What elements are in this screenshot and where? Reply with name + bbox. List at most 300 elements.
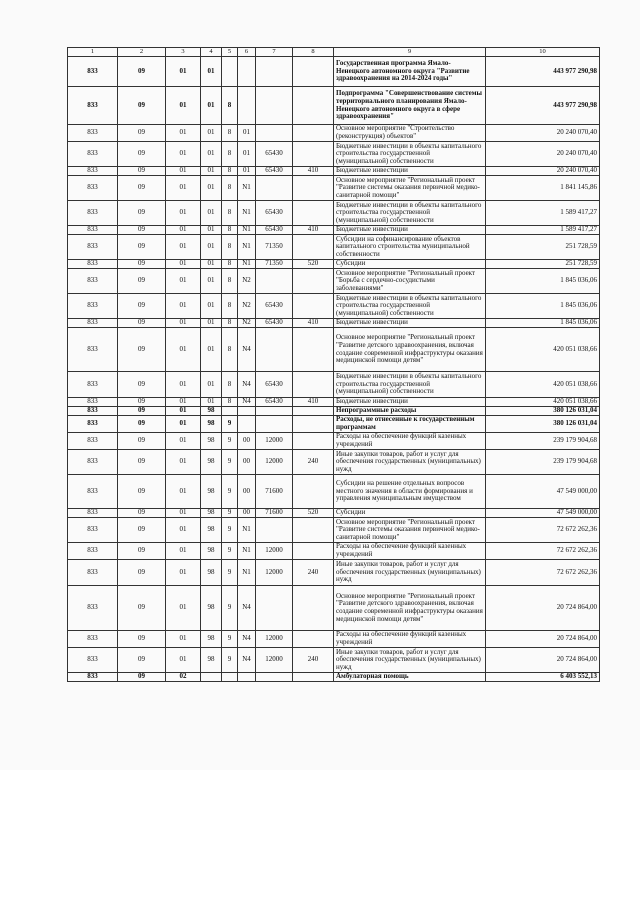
ministry-code-cell: 833 — [68, 398, 118, 407]
section-code-cell: 09 — [118, 235, 166, 260]
subsection-code-cell: 01 — [166, 260, 201, 269]
subsection-code-cell: 01 — [166, 433, 201, 450]
expense-type-code-cell — [293, 586, 334, 631]
program-code-cell: 01 — [201, 167, 222, 176]
description-cell: Бюджетные инвестиции в объекты капитального строительства государственной (муниципальной) собственности — [334, 142, 486, 167]
ministry-code-cell: 833 — [68, 269, 118, 294]
amount-cell: 20 240 070,40 — [486, 125, 600, 142]
subprogram-code-cell: 8 — [222, 87, 238, 125]
ministry-code-cell: 833 — [68, 87, 118, 125]
section-code-cell: 09 — [118, 201, 166, 226]
section-code-cell: 09 — [118, 398, 166, 407]
table-row — [68, 648, 600, 673]
ministry-code-cell: 833 — [68, 560, 118, 586]
direction-code-cell: 12000 — [256, 433, 293, 450]
direction-code-cell: 65430 — [256, 372, 293, 398]
table-row — [68, 407, 600, 416]
column-number: 10 — [486, 48, 600, 57]
direction-code-cell: 65430 — [256, 142, 293, 167]
description-cell: Основное мероприятие "Региональный проект "Развитие детского здравоохранения, включая создание современной инфраструктуры оказания медицинской помощи детям" — [334, 328, 486, 372]
subsection-code-cell: 01 — [166, 167, 201, 176]
amount-cell: 239 179 904,68 — [486, 433, 600, 450]
activity-code-cell — [238, 57, 256, 87]
section-code-cell: 09 — [118, 673, 166, 682]
activity-code-cell: N2 — [238, 269, 256, 294]
section-code-cell: 09 — [118, 475, 166, 509]
program-code-cell: 98 — [201, 433, 222, 450]
table-row — [68, 167, 600, 176]
ministry-code-cell: 833 — [68, 125, 118, 142]
ministry-code-cell: 833 — [68, 673, 118, 682]
table-row — [68, 475, 600, 509]
description-cell: Субсидии — [334, 260, 486, 269]
direction-code-cell — [256, 269, 293, 294]
program-code-cell: 01 — [201, 328, 222, 372]
section-code-cell: 09 — [118, 560, 166, 586]
program-code-cell: 01 — [201, 235, 222, 260]
expense-type-code-cell — [293, 328, 334, 372]
direction-code-cell — [256, 518, 293, 543]
description-cell: Непрограммные расходы — [334, 407, 486, 416]
subsection-code-cell: 01 — [166, 509, 201, 518]
table-row — [68, 631, 600, 648]
activity-code-cell: N1 — [238, 560, 256, 586]
subprogram-code-cell: 9 — [222, 586, 238, 631]
subsection-code-cell: 01 — [166, 416, 201, 433]
ministry-code-cell: 833 — [68, 518, 118, 543]
amount-cell: 420 051 038,66 — [486, 398, 600, 407]
description-cell: Субсидии на решение отдельных вопросов местного значения в области формирования и управления муниципальным имуществом — [334, 475, 486, 509]
amount-cell: 420 051 038,66 — [486, 328, 600, 372]
table-row — [68, 586, 600, 631]
subsection-code-cell: 01 — [166, 560, 201, 586]
ministry-code-cell: 833 — [68, 260, 118, 269]
description-cell: Иные закупки товаров, работ и услуг для обеспечения государственных (муниципальных) нужд — [334, 560, 486, 586]
ministry-code-cell: 833 — [68, 648, 118, 673]
section-code-cell: 09 — [118, 372, 166, 398]
subprogram-code-cell: 8 — [222, 176, 238, 201]
subsection-code-cell: 01 — [166, 450, 201, 475]
program-code-cell: 01 — [201, 269, 222, 294]
program-code-cell: 98 — [201, 543, 222, 560]
activity-code-cell: N4 — [238, 398, 256, 407]
description-cell: Основное мероприятие "Строительство (реконструкция) объектов" — [334, 125, 486, 142]
section-code-cell: 09 — [118, 125, 166, 142]
expense-type-code-cell — [293, 372, 334, 398]
subprogram-code-cell: 9 — [222, 518, 238, 543]
subprogram-code-cell: 9 — [222, 475, 238, 509]
subprogram-code-cell: 8 — [222, 372, 238, 398]
expense-type-code-cell — [293, 269, 334, 294]
amount-cell: 420 051 038,66 — [486, 372, 600, 398]
activity-code-cell: N1 — [238, 226, 256, 235]
expense-type-code-cell — [293, 87, 334, 125]
subsection-code-cell: 01 — [166, 87, 201, 125]
column-number: 9 — [334, 48, 486, 57]
activity-code-cell: 00 — [238, 509, 256, 518]
program-code-cell: 98 — [201, 416, 222, 433]
direction-code-cell — [256, 416, 293, 433]
ministry-code-cell: 833 — [68, 407, 118, 416]
section-code-cell: 09 — [118, 142, 166, 167]
expense-type-code-cell — [293, 631, 334, 648]
amount-cell: 20 240 070,40 — [486, 167, 600, 176]
section-code-cell: 09 — [118, 631, 166, 648]
ministry-code-cell: 833 — [68, 235, 118, 260]
ministry-code-cell: 833 — [68, 57, 118, 87]
activity-code-cell — [238, 407, 256, 416]
activity-code-cell: 01 — [238, 125, 256, 142]
program-code-cell: 98 — [201, 509, 222, 518]
table-row — [68, 176, 600, 201]
column-number: 6 — [238, 48, 256, 57]
column-number: 4 — [201, 48, 222, 57]
budget-table — [67, 47, 600, 682]
direction-code-cell: 65430 — [256, 226, 293, 235]
subsection-code-cell: 01 — [166, 226, 201, 235]
program-code-cell: 01 — [201, 319, 222, 328]
column-number: 8 — [293, 48, 334, 57]
subsection-code-cell: 02 — [166, 673, 201, 682]
activity-code-cell: N1 — [238, 201, 256, 226]
section-code-cell: 09 — [118, 407, 166, 416]
amount-cell: 72 672 262,36 — [486, 560, 600, 586]
page-bottom-margin — [0, 770, 640, 905]
ministry-code-cell: 833 — [68, 294, 118, 319]
program-code-cell: 01 — [201, 372, 222, 398]
subsection-code-cell: 01 — [166, 518, 201, 543]
amount-cell: 443 977 290,98 — [486, 57, 600, 87]
subsection-code-cell: 01 — [166, 269, 201, 294]
column-number: 7 — [256, 48, 293, 57]
subprogram-code-cell: 9 — [222, 450, 238, 475]
expense-type-code-cell — [293, 142, 334, 167]
subprogram-code-cell: 9 — [222, 560, 238, 586]
subprogram-code-cell: 8 — [222, 201, 238, 226]
table-row — [68, 328, 600, 372]
amount-cell: 20 724 864,00 — [486, 648, 600, 673]
program-code-cell: 01 — [201, 294, 222, 319]
program-code-cell: 01 — [201, 87, 222, 125]
direction-code-cell: 12000 — [256, 450, 293, 475]
section-code-cell: 09 — [118, 509, 166, 518]
section-code-cell: 09 — [118, 260, 166, 269]
activity-code-cell: 01 — [238, 142, 256, 167]
expense-type-code-cell: 410 — [293, 226, 334, 235]
section-code-cell: 09 — [118, 518, 166, 543]
subprogram-code-cell: 8 — [222, 269, 238, 294]
expense-type-code-cell — [293, 518, 334, 543]
subprogram-code-cell: 9 — [222, 416, 238, 433]
program-code-cell: 98 — [201, 450, 222, 475]
section-code-cell: 09 — [118, 319, 166, 328]
subprogram-code-cell: 8 — [222, 142, 238, 167]
program-code-cell: 01 — [201, 398, 222, 407]
description-cell: Расходы, не отнесенные к государственным программам — [334, 416, 486, 433]
subprogram-code-cell: 9 — [222, 631, 238, 648]
subprogram-code-cell: 9 — [222, 543, 238, 560]
program-code-cell: 98 — [201, 475, 222, 509]
subsection-code-cell: 01 — [166, 319, 201, 328]
program-code-cell: 01 — [201, 201, 222, 226]
column-number-row — [68, 48, 600, 57]
expense-type-code-cell: 240 — [293, 648, 334, 673]
subprogram-code-cell: 8 — [222, 167, 238, 176]
activity-code-cell — [238, 673, 256, 682]
activity-code-cell: N1 — [238, 518, 256, 543]
direction-code-cell — [256, 125, 293, 142]
amount-cell: 1 845 036,06 — [486, 319, 600, 328]
program-code-cell: 98 — [201, 586, 222, 631]
subsection-code-cell: 01 — [166, 648, 201, 673]
activity-code-cell: N2 — [238, 319, 256, 328]
description-cell: Расходы на обеспечение функций казенных учреждений — [334, 433, 486, 450]
activity-code-cell: 00 — [238, 475, 256, 509]
direction-code-cell: 65430 — [256, 294, 293, 319]
amount-cell: 6 403 552,13 — [486, 673, 600, 682]
activity-code-cell — [238, 87, 256, 125]
subprogram-code-cell: 8 — [222, 125, 238, 142]
direction-code-cell: 71350 — [256, 260, 293, 269]
section-code-cell: 09 — [118, 648, 166, 673]
description-cell: Субсидии — [334, 509, 486, 518]
direction-code-cell: 12000 — [256, 543, 293, 560]
direction-code-cell: 65430 — [256, 167, 293, 176]
activity-code-cell: N1 — [238, 235, 256, 260]
section-code-cell: 09 — [118, 586, 166, 631]
description-cell: Бюджетные инвестиции — [334, 398, 486, 407]
description-cell: Бюджетные инвестиции в объекты капитального строительства государственной (муниципальной) собственности — [334, 294, 486, 319]
expense-type-code-cell: 410 — [293, 398, 334, 407]
expense-type-code-cell: 520 — [293, 509, 334, 518]
description-cell: Субсидии на софинансирование объектов капитального строительства муниципальной собственности — [334, 235, 486, 260]
description-cell: Основное мероприятие "Региональный проект "Борьба с сердечно-сосудистыми заболеваниями" — [334, 269, 486, 294]
subprogram-code-cell: 8 — [222, 398, 238, 407]
subsection-code-cell: 01 — [166, 176, 201, 201]
direction-code-cell — [256, 673, 293, 682]
expense-type-code-cell — [293, 673, 334, 682]
direction-code-cell — [256, 328, 293, 372]
ministry-code-cell: 833 — [68, 450, 118, 475]
expense-type-code-cell — [293, 433, 334, 450]
subprogram-code-cell: 8 — [222, 294, 238, 319]
expense-type-code-cell — [293, 125, 334, 142]
description-cell: Расходы на обеспечение функций казенных учреждений — [334, 543, 486, 560]
direction-code-cell: 65430 — [256, 398, 293, 407]
amount-cell: 72 672 262,36 — [486, 543, 600, 560]
amount-cell: 1 589 417,27 — [486, 226, 600, 235]
expense-type-code-cell: 240 — [293, 450, 334, 475]
subprogram-code-cell — [222, 57, 238, 87]
ministry-code-cell: 833 — [68, 201, 118, 226]
section-code-cell: 09 — [118, 416, 166, 433]
table-row — [68, 260, 600, 269]
description-cell: Бюджетные инвестиции — [334, 319, 486, 328]
subsection-code-cell: 01 — [166, 142, 201, 167]
amount-cell: 251 728,59 — [486, 260, 600, 269]
section-code-cell: 09 — [118, 57, 166, 87]
direction-code-cell — [256, 586, 293, 631]
expense-type-code-cell — [293, 294, 334, 319]
program-code-cell: 01 — [201, 226, 222, 235]
expense-type-code-cell — [293, 235, 334, 260]
ministry-code-cell: 833 — [68, 586, 118, 631]
amount-cell: 20 724 864,00 — [486, 586, 600, 631]
activity-code-cell: N4 — [238, 372, 256, 398]
subsection-code-cell: 01 — [166, 631, 201, 648]
column-number: 5 — [222, 48, 238, 57]
subprogram-code-cell: 9 — [222, 433, 238, 450]
ministry-code-cell: 833 — [68, 416, 118, 433]
direction-code-cell: 71600 — [256, 475, 293, 509]
amount-cell: 1 589 417,27 — [486, 201, 600, 226]
description-cell: Бюджетные инвестиции в объекты капитального строительства государственной (муниципальной) собственности — [334, 201, 486, 226]
ministry-code-cell: 833 — [68, 509, 118, 518]
description-cell: Основное мероприятие "Региональный проект "Развитие детского здравоохранения, включая создание современной инфраструктуры оказания медицинской помощи детям" — [334, 586, 486, 631]
subsection-code-cell: 01 — [166, 475, 201, 509]
program-code-cell: 98 — [201, 631, 222, 648]
program-code-cell: 01 — [201, 57, 222, 87]
ministry-code-cell: 833 — [68, 328, 118, 372]
section-code-cell: 09 — [118, 433, 166, 450]
table-row — [68, 57, 600, 87]
direction-code-cell: 12000 — [256, 631, 293, 648]
table-row — [68, 372, 600, 398]
section-code-cell: 09 — [118, 543, 166, 560]
section-code-cell: 09 — [118, 87, 166, 125]
section-code-cell: 09 — [118, 269, 166, 294]
activity-code-cell: 00 — [238, 433, 256, 450]
subprogram-code-cell: 9 — [222, 509, 238, 518]
activity-code-cell: N4 — [238, 631, 256, 648]
amount-cell: 20 724 864,00 — [486, 631, 600, 648]
program-code-cell: 01 — [201, 260, 222, 269]
subprogram-code-cell: 8 — [222, 226, 238, 235]
direction-code-cell: 65430 — [256, 319, 293, 328]
description-cell: Бюджетные инвестиции — [334, 226, 486, 235]
expense-type-code-cell — [293, 407, 334, 416]
direction-code-cell: 65430 — [256, 201, 293, 226]
expense-type-code-cell — [293, 543, 334, 560]
direction-code-cell — [256, 87, 293, 125]
subprogram-code-cell: 8 — [222, 328, 238, 372]
subsection-code-cell: 01 — [166, 201, 201, 226]
table-row — [68, 269, 600, 294]
table-row — [68, 294, 600, 319]
subsection-code-cell: 01 — [166, 328, 201, 372]
ministry-code-cell: 833 — [68, 543, 118, 560]
expense-type-code-cell — [293, 176, 334, 201]
activity-code-cell: N4 — [238, 586, 256, 631]
activity-code-cell — [238, 416, 256, 433]
description-cell: Бюджетные инвестиции в объекты капитального строительства государственной (муниципальной) собственности — [334, 372, 486, 398]
table-row — [68, 416, 600, 433]
program-code-cell: 98 — [201, 407, 222, 416]
activity-code-cell: N4 — [238, 328, 256, 372]
table-row — [68, 87, 600, 125]
expense-type-code-cell — [293, 57, 334, 87]
table-row — [68, 142, 600, 167]
table-row — [68, 543, 600, 560]
ministry-code-cell: 833 — [68, 319, 118, 328]
direction-code-cell — [256, 176, 293, 201]
table-row — [68, 518, 600, 543]
ministry-code-cell: 833 — [68, 226, 118, 235]
table-row — [68, 450, 600, 475]
table-row — [68, 398, 600, 407]
subsection-code-cell: 01 — [166, 543, 201, 560]
subprogram-code-cell — [222, 407, 238, 416]
description-cell: Амбулаторная помощь — [334, 673, 486, 682]
table-row — [68, 226, 600, 235]
activity-code-cell: N4 — [238, 648, 256, 673]
section-code-cell: 09 — [118, 450, 166, 475]
amount-cell: 1 845 036,06 — [486, 269, 600, 294]
amount-cell: 251 728,59 — [486, 235, 600, 260]
column-number: 1 — [68, 48, 118, 57]
table-row — [68, 433, 600, 450]
subsection-code-cell: 01 — [166, 407, 201, 416]
description-cell: Подпрограмма "Совершенствование системы территориального планирования Ямало-Ненецкого автономного округа в сфере здравоохранения" — [334, 87, 486, 125]
subprogram-code-cell: 8 — [222, 235, 238, 260]
subsection-code-cell: 01 — [166, 125, 201, 142]
table-row — [68, 235, 600, 260]
amount-cell: 380 126 031,04 — [486, 416, 600, 433]
direction-code-cell — [256, 57, 293, 87]
expense-type-code-cell — [293, 416, 334, 433]
activity-code-cell: 00 — [238, 450, 256, 475]
program-code-cell: 01 — [201, 125, 222, 142]
ministry-code-cell: 833 — [68, 142, 118, 167]
description-cell: Государственная программа Ямало-Ненецкого автономного округа "Развитие здравоохранения на 2014-2024 годы" — [334, 57, 486, 87]
table-row — [68, 673, 600, 682]
subprogram-code-cell: 8 — [222, 319, 238, 328]
description-cell: Бюджетные инвестиции — [334, 167, 486, 176]
program-code-cell — [201, 673, 222, 682]
activity-code-cell: N1 — [238, 543, 256, 560]
description-cell: Иные закупки товаров, работ и услуг для обеспечения государственных (муниципальных) нужд — [334, 648, 486, 673]
subprogram-code-cell: 9 — [222, 648, 238, 673]
description-cell: Основное мероприятие "Региональный проект "Развитие системы оказания первичной медико-санитарной помощи" — [334, 518, 486, 543]
direction-code-cell: 12000 — [256, 648, 293, 673]
program-code-cell: 01 — [201, 142, 222, 167]
amount-cell: 443 977 290,98 — [486, 87, 600, 125]
amount-cell: 380 126 031,04 — [486, 407, 600, 416]
column-number: 2 — [118, 48, 166, 57]
direction-code-cell: 71600 — [256, 509, 293, 518]
direction-code-cell: 12000 — [256, 560, 293, 586]
direction-code-cell — [256, 407, 293, 416]
expense-type-code-cell: 410 — [293, 167, 334, 176]
table-row — [68, 319, 600, 328]
section-code-cell: 09 — [118, 176, 166, 201]
amount-cell: 1 841 145,86 — [486, 176, 600, 201]
amount-cell: 1 845 036,06 — [486, 294, 600, 319]
amount-cell: 239 179 904,68 — [486, 450, 600, 475]
subsection-code-cell: 01 — [166, 372, 201, 398]
section-code-cell: 09 — [118, 294, 166, 319]
expense-type-code-cell — [293, 201, 334, 226]
expense-type-code-cell: 520 — [293, 260, 334, 269]
description-cell: Основное мероприятие "Региональный проект "Развитие системы оказания первичной медико-санитарной помощи" — [334, 176, 486, 201]
column-number: 3 — [166, 48, 201, 57]
amount-cell: 72 672 262,36 — [486, 518, 600, 543]
section-code-cell: 09 — [118, 167, 166, 176]
program-code-cell: 98 — [201, 560, 222, 586]
section-code-cell: 09 — [118, 226, 166, 235]
ministry-code-cell: 833 — [68, 167, 118, 176]
activity-code-cell: N1 — [238, 176, 256, 201]
